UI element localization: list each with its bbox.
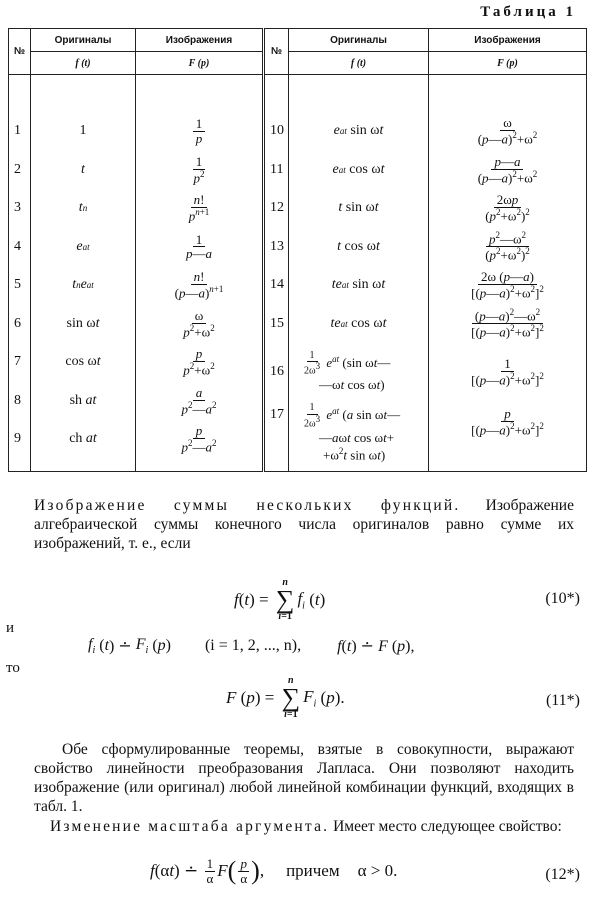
row-num: 12	[270, 200, 284, 216]
image-1: $\frac{1}{p}$	[136, 112, 262, 151]
section-title-sum: Изображение суммы нескольких функций.	[34, 497, 461, 514]
row-num: 17	[270, 407, 284, 422]
original-16: $\frac{1}{2\omega^3}$ $e^{at}$ (sin ωt— —ωt cos ωt)	[304, 349, 391, 393]
image-16: $\frac{1}{[(p—a)^2+\omega^2]^2}$	[471, 356, 544, 388]
row-num: 13	[270, 238, 284, 254]
row-num: 16	[270, 364, 284, 379]
original-11: e at cos ω t	[332, 161, 385, 177]
original-2: t	[81, 161, 85, 177]
image-9: $\frac{p}{p^2—a^2}$	[181, 423, 217, 455]
original-3: t n	[78, 200, 88, 216]
row-num: 10	[270, 123, 284, 139]
original-13: t cos ω t	[337, 238, 380, 254]
row-num: 4	[14, 238, 21, 254]
num-header: №	[9, 29, 31, 75]
then-word: то	[6, 660, 20, 676]
row-num: 14	[270, 277, 284, 293]
formula-10: f ( t ) = n ∑ i=1 $f_i$ ( t )	[234, 577, 326, 622]
where-word: причем	[286, 861, 340, 880]
left-num-col	[9, 75, 31, 472]
row-num: 6	[14, 315, 21, 331]
formula-12: f (α t ) ∸ 1 α F ( p α ) , причем α > 0.	[150, 855, 398, 886]
row-num: 2	[14, 161, 21, 177]
right-num-col	[264, 75, 289, 472]
image-15: $\frac{(p—a)^2—\omega^2}{[(p—a)^2+\omega^2]^2}$	[471, 307, 544, 340]
image-12: $\frac{2\omega p}{(p^2+\omega^2)^2}$	[485, 192, 530, 224]
image-4: $\frac{1}{p—a}$	[186, 231, 212, 262]
original-6: sin ω t	[66, 315, 100, 331]
image-14: $\frac{2\omega (p—a)}{[(p—a)^2+\omega^2]^2}$	[471, 269, 544, 301]
image-17: $\frac{p}{[(p—a)^2+\omega^2]^2}$	[471, 406, 544, 437]
original-8: sh at	[69, 392, 97, 408]
images-header: Изображения	[136, 29, 264, 52]
row-num: 5	[14, 277, 21, 293]
row-num: 15	[270, 315, 284, 331]
formula-correspondence: $f_i$ ( t ) ∸ $F_i$ ( p ) (i = 1, 2, ..., n), f(t) ∸ F (p),	[88, 636, 415, 657]
formula-11: F ( p ) = n ∑ i=1 $F_i$ ( p ).	[226, 675, 345, 720]
image-8: $\frac{a}{p^2—a^2}$	[181, 384, 217, 416]
alpha-condition: α > 0.	[357, 861, 398, 880]
original-15: te at cos ω t	[330, 315, 387, 331]
row-num: 9	[14, 431, 21, 447]
and-word: и	[6, 620, 15, 636]
row-num: 11	[270, 161, 284, 177]
original-5: t n e at	[72, 277, 94, 293]
original-17: $\frac{1}{2\omega^3}$ $e^{at}$ (a sin ωt— —aωt cos ωt+ $+\omega^2t$ sin ωt)	[304, 402, 401, 462]
section-title-scale: Изменение масштаба аргумента.	[50, 818, 330, 835]
row-num: 8	[14, 392, 21, 408]
original-10: e at sin ω t	[333, 123, 384, 139]
index-range: (i = 1, 2, ..., n),	[204, 637, 302, 655]
original-7: cos ω t	[65, 354, 101, 370]
paragraph-scale-body: Имеет место следующее свойство:	[333, 818, 562, 835]
image-6: $\frac{\omega}{p^2+\omega^2}$	[183, 307, 215, 339]
num-header-2: №	[264, 29, 289, 75]
image-7: $\frac{p}{p^2+\omega^2}$	[183, 346, 215, 378]
paragraph-sum-body: Изображение алгебраической суммы конечного числа оригиналов равно сумме их изображений, т. е., если	[34, 497, 574, 552]
original-14: te at sin ω t	[331, 277, 386, 293]
equation-number-10: (10*)	[545, 590, 580, 607]
paragraph-linearity: Обе сформулированные теоремы, взятые в совокупности, выражают свойство линейности преобразования Лапласа. Они позволяют находить изображение (или оригинал) любой линейной комбинации функций, входящих в табл. 1.	[34, 741, 574, 815]
paragraph-sum	[34, 496, 574, 553]
image-2: $\frac{1}{p^2}$	[193, 153, 205, 185]
image-5: $\frac{n!}{(p—a)^{n+1}}$	[174, 269, 224, 301]
row-num: 7	[14, 354, 21, 370]
image-3: $\frac{n!}{p^{n+1}}$	[188, 192, 210, 224]
F-p-header-2: F (p)	[429, 52, 587, 75]
image-11: $\frac{p—a}{(p—a)^2+\omega^2}$	[477, 153, 538, 185]
f-t-header-2: f (t)	[289, 52, 429, 75]
image-13: $\frac{p^2—\omega^2}{(p^2+\omega^2)^2}$	[485, 230, 530, 263]
image-10: $\frac{\omega}{(p—a)^2+\omega^2}$	[477, 115, 538, 147]
originals-header: Оригиналы	[31, 29, 136, 52]
right-image-col	[429, 75, 587, 472]
right-original-col	[289, 75, 429, 472]
original-12: t sin ω t	[338, 200, 379, 216]
images-header-2: Изображения	[429, 29, 587, 52]
left-image-col	[136, 75, 264, 472]
equation-number-12: (12*)	[545, 866, 580, 883]
f-t-header: f (t)	[31, 52, 136, 75]
equation-number-11: (11*)	[545, 692, 580, 709]
originals-header-2: Оригиналы	[289, 29, 429, 52]
row-num: 1	[14, 123, 21, 139]
table-caption: Таблица 1	[480, 4, 576, 20]
paragraph-scale	[34, 817, 574, 836]
F-p-header: F (p)	[136, 52, 264, 75]
left-original-col	[31, 75, 136, 472]
original-4: e at	[76, 238, 90, 254]
laplace-table	[8, 28, 587, 472]
original-1: 1	[79, 123, 87, 139]
row-num: 3	[14, 200, 21, 216]
original-9: ch at	[69, 431, 97, 447]
